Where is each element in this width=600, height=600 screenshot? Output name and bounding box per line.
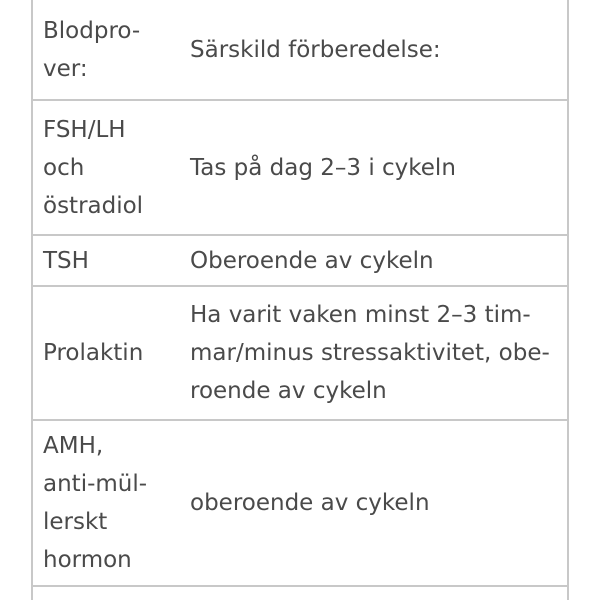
test-name-line: Prolaktin bbox=[43, 340, 144, 366]
test-name-line: TSH bbox=[43, 247, 89, 274]
table-row bbox=[33, 235, 567, 286]
table-row bbox=[33, 100, 567, 235]
test-name-line: hormon bbox=[43, 547, 132, 573]
test-name-cell bbox=[33, 286, 182, 420]
test-name-line: FSH/LH bbox=[43, 116, 126, 143]
preparation-cell bbox=[182, 286, 567, 420]
preparation-line: Oberoende av cykeln bbox=[190, 247, 434, 274]
header-cell-test bbox=[33, 0, 182, 100]
header-test-line: Blodpro- bbox=[43, 17, 141, 44]
test-name-line: lerskt bbox=[43, 509, 108, 535]
blood-test-table bbox=[33, 0, 567, 587]
test-name-cell bbox=[33, 235, 182, 286]
test-name-line: anti-mül- bbox=[43, 471, 148, 497]
test-name-line: östradiol bbox=[43, 192, 144, 219]
header-test-line: ver: bbox=[43, 55, 88, 82]
preparation-line: Tas på dag 2–3 i cykeln bbox=[190, 154, 456, 181]
header-cell-preparation: Särskild förberedelse: bbox=[190, 36, 441, 63]
preparation-line: mar/minus stressaktivitet, obe- bbox=[190, 340, 550, 366]
test-name-line: AMH, bbox=[43, 433, 104, 459]
test-name-cell bbox=[33, 420, 182, 586]
table-row bbox=[33, 420, 567, 586]
preparation-line: Ha varit vaken minst 2–3 tim- bbox=[190, 302, 531, 328]
blood-test-table-container bbox=[31, 0, 569, 600]
preparation-line: roende av cykeln bbox=[190, 378, 387, 404]
test-name-line: och bbox=[43, 154, 85, 181]
preparation-cell bbox=[182, 100, 567, 235]
table-row bbox=[33, 286, 567, 420]
table-header-row bbox=[33, 0, 567, 100]
test-name-cell bbox=[33, 100, 182, 235]
preparation-cell bbox=[182, 420, 567, 586]
preparation-line: oberoende av cykeln bbox=[190, 490, 430, 516]
preparation-cell bbox=[182, 235, 567, 286]
